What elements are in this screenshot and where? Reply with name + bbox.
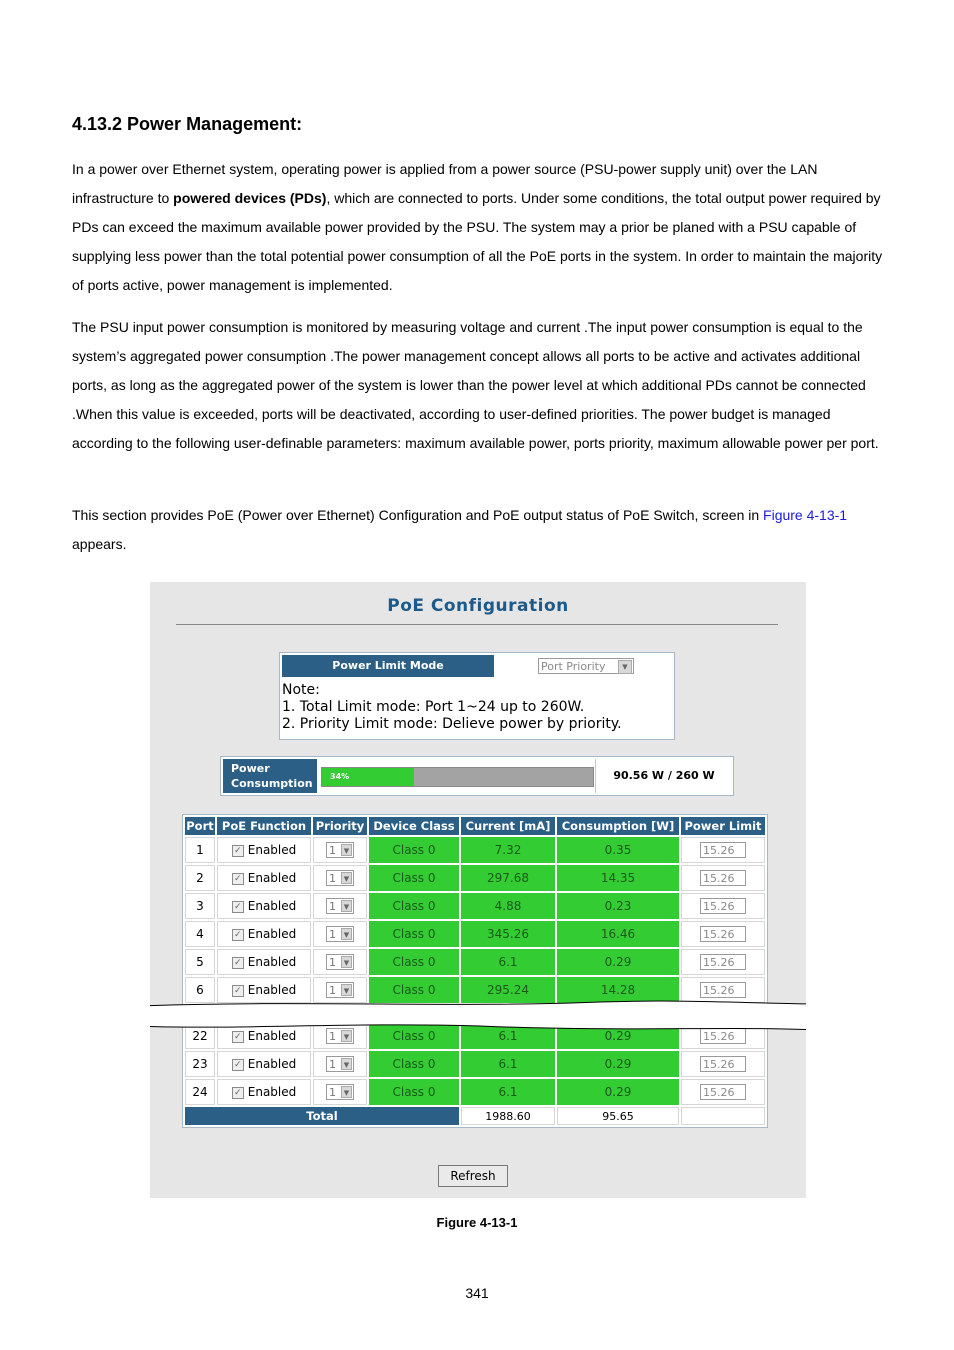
current-value: 7.32 xyxy=(461,837,555,863)
power-mode-note xyxy=(282,682,622,733)
current-value: 6.1 xyxy=(461,1051,555,1077)
priority-value: 1 xyxy=(329,928,336,941)
device-class: Class 0 xyxy=(369,865,459,891)
consumption-value: 0.29 xyxy=(557,1079,679,1105)
port-number: 3 xyxy=(185,893,215,919)
total-consumption: 95.65 xyxy=(557,1107,679,1125)
power-limit-input[interactable]: 15.26 xyxy=(700,870,746,886)
port-number: 5 xyxy=(185,949,215,975)
power-consumption-panel xyxy=(220,756,734,796)
power-limit-mode-select[interactable] xyxy=(538,658,634,674)
current-value: 4.88 xyxy=(461,893,555,919)
device-class: Class 0 xyxy=(369,893,459,919)
priority-select[interactable] xyxy=(326,898,354,914)
poe-function-label: Enabled xyxy=(247,1029,297,1043)
power-consumption-percent: 34% xyxy=(330,772,350,781)
power-limit-input[interactable]: 15.26 xyxy=(700,954,746,970)
table-row xyxy=(185,1051,765,1077)
port-number: 4 xyxy=(185,921,215,947)
port-number: 24 xyxy=(185,1079,215,1105)
power-limit-cell xyxy=(681,921,765,947)
priority-value: 1 xyxy=(329,1058,336,1071)
current-value: 6.1 xyxy=(461,1023,555,1049)
paragraph-intro-text-2: , which are connected to ports. Under some conditions, the total output power required by PDs can exceed the maximum available power provided by the PSU. The system may a prior be planed with a PSU capable of supplying less power than the total potential power consumption of all the PoE ports in the system. In order to maintain the majority of ports active, power management is implemented. xyxy=(72,190,883,293)
column-header-current: Current [mA] xyxy=(461,817,555,835)
paragraph-psu: The PSU input power consumption is monitored by measuring voltage and current .The input power consumption is equal to the system’s aggregated power consumption .The power management concept allows all ports to be active and activates additional ports, as long as the aggregated power of the system is lower than the power level at which additional PDs cannot be connected .When this value is exceeded, ports will be deactivated, according to user-defined priorities. The power budget is managed according to the following user-definable parameters: maximum available power, ports priority, maximum allowable power per port. xyxy=(72,319,879,451)
consumption-value: 0.23 xyxy=(557,893,679,919)
column-header-device-class: Device Class xyxy=(369,817,459,835)
port-number: 2 xyxy=(185,865,215,891)
poe-function-cell xyxy=(217,1051,311,1077)
note-line: 1. Total Limit mode: Port 1~24 up to 260W. xyxy=(282,699,585,715)
port-status-table xyxy=(182,814,768,1128)
power-limit-input[interactable]: 15.26 xyxy=(700,1056,746,1072)
power-limit-input[interactable]: 15.26 xyxy=(700,1028,746,1044)
paragraph-intro-text-1: In a power over Ethernet system, operating power is applied from a power source (PSU-power supply unit) over the LAN infrastructure to xyxy=(72,161,818,206)
power-limit-input[interactable]: 15.26 xyxy=(700,898,746,914)
poe-function-label: Enabled xyxy=(247,899,297,913)
priority-value: 1 xyxy=(329,844,336,857)
current-value: 6.1 xyxy=(461,949,555,975)
figure-caption: Figure 4-13-1 xyxy=(436,1215,518,1230)
priority-cell xyxy=(313,921,367,947)
poe-config-title: PoE Configuration xyxy=(387,596,569,616)
device-class: Class 0 xyxy=(369,949,459,975)
poe-function-cell xyxy=(217,893,311,919)
consumption-value: 0.29 xyxy=(557,949,679,975)
power-limit-input[interactable]: 15.26 xyxy=(700,926,746,942)
paragraph-intro-bold: powered devices (PDs) xyxy=(173,190,327,206)
power-limit-cell xyxy=(681,949,765,975)
column-header-consumption: Consumption [W] xyxy=(557,817,679,835)
column-header-power-limit: Power Limit xyxy=(681,817,765,835)
priority-select[interactable] xyxy=(326,1056,354,1072)
note-line: 2. Priority Limit mode: Delieve power by priority. xyxy=(282,716,622,732)
priority-cell xyxy=(313,865,367,891)
priority-cell xyxy=(313,949,367,975)
column-header-poe-function: PoE Function xyxy=(217,817,311,835)
port-number: 1 xyxy=(185,837,215,863)
priority-cell xyxy=(313,1079,367,1105)
power-consumption-value: 90.56 W / 260 W xyxy=(595,759,732,793)
section-heading: 4.13.2 Power Management: xyxy=(72,114,303,134)
table-break-marker xyxy=(150,996,806,1036)
priority-cell xyxy=(313,1051,367,1077)
consumption-value: 0.29 xyxy=(557,1051,679,1077)
page-number: 341 xyxy=(465,1285,489,1301)
consumption-value: 14.28 xyxy=(557,977,679,1003)
power-limit-cell xyxy=(681,1051,765,1077)
poe-function-label: Enabled xyxy=(247,843,297,857)
table-row xyxy=(185,1079,765,1105)
power-consumption-bar xyxy=(321,767,594,787)
port-number: 6 xyxy=(185,977,215,1003)
chevron-down-icon: ▼ xyxy=(341,956,352,968)
current-value: 345.26 xyxy=(461,921,555,947)
power-limit-cell xyxy=(681,865,765,891)
chevron-down-icon: ▼ xyxy=(341,984,352,996)
table-row xyxy=(185,921,765,947)
checkbox-icon[interactable]: ✓ xyxy=(232,845,244,857)
power-limit-input[interactable]: 15.26 xyxy=(700,1084,746,1100)
total-current: 1988.60 xyxy=(461,1107,555,1125)
power-limit-cell xyxy=(681,1079,765,1105)
poe-function-cell xyxy=(217,921,311,947)
power-consumption-label-line1: Power xyxy=(231,762,270,775)
poe-function-label: Enabled xyxy=(247,955,297,969)
power-limit-mode-label: Power Limit Mode xyxy=(282,655,494,677)
priority-select[interactable] xyxy=(326,1084,354,1100)
figure-link[interactable]: Figure 4-13-1 xyxy=(763,507,848,523)
refresh-button[interactable]: Refresh xyxy=(438,1165,508,1187)
power-consumption-label-line2: Consumption xyxy=(231,777,313,790)
power-limit-mode-value: Port Priority xyxy=(541,660,606,673)
checkbox-icon[interactable]: ✓ xyxy=(232,1087,244,1099)
consumption-value: 0.35 xyxy=(557,837,679,863)
power-consumption-label xyxy=(223,759,317,793)
poe-function-label: Enabled xyxy=(247,927,297,941)
title-divider xyxy=(176,624,778,625)
poe-function-cell xyxy=(217,865,311,891)
chevron-down-icon: ▼ xyxy=(341,872,352,884)
priority-cell xyxy=(313,893,367,919)
table-row xyxy=(185,865,765,891)
poe-function-cell xyxy=(217,837,311,863)
paragraph-section xyxy=(72,501,886,559)
paragraph-intro xyxy=(72,155,886,300)
checkbox-icon[interactable]: ✓ xyxy=(232,985,244,997)
priority-select[interactable] xyxy=(326,842,354,858)
power-limit-cell xyxy=(681,837,765,863)
priority-cell xyxy=(313,837,367,863)
poe-function-label: Enabled xyxy=(247,983,297,997)
total-empty-cell xyxy=(681,1107,765,1125)
priority-select[interactable] xyxy=(326,954,354,970)
power-limit-mode-panel xyxy=(279,652,675,740)
checkbox-icon[interactable]: ✓ xyxy=(232,873,244,885)
device-class: Class 0 xyxy=(369,1051,459,1077)
paragraph-section-text-1: This section provides PoE (Power over Ethernet) Configuration and PoE output status of PoE Switch, screen in xyxy=(72,507,764,523)
priority-value: 1 xyxy=(329,984,336,997)
priority-value: 1 xyxy=(329,1030,336,1043)
device-class: Class 0 xyxy=(369,1079,459,1105)
chevron-down-icon: ▼ xyxy=(618,660,632,674)
current-value: 295.24 xyxy=(461,977,555,1003)
device-class: Class 0 xyxy=(369,977,459,1003)
checkbox-icon[interactable]: ✓ xyxy=(232,929,244,941)
table-header-row xyxy=(185,817,765,835)
chevron-down-icon: ▼ xyxy=(341,900,352,912)
priority-value: 1 xyxy=(329,1086,336,1099)
table-row xyxy=(185,893,765,919)
power-limit-input[interactable]: 15.26 xyxy=(700,842,746,858)
power-limit-cell xyxy=(681,893,765,919)
poe-function-label: Enabled xyxy=(247,1085,297,1099)
total-row xyxy=(185,1107,765,1125)
chevron-down-icon: ▼ xyxy=(341,928,352,940)
checkbox-icon[interactable]: ✓ xyxy=(232,901,244,913)
device-class: Class 0 xyxy=(369,1023,459,1049)
table-row xyxy=(185,837,765,863)
poe-function-label: Enabled xyxy=(247,871,297,885)
checkbox-icon[interactable]: ✓ xyxy=(232,1031,244,1043)
current-value: 6.1 xyxy=(461,1079,555,1105)
total-label: Total xyxy=(185,1107,459,1125)
poe-function-label: Enabled xyxy=(247,1057,297,1071)
consumption-value: 14.35 xyxy=(557,865,679,891)
priority-value: 1 xyxy=(329,872,336,885)
chevron-down-icon: ▼ xyxy=(341,844,352,856)
device-class: Class 0 xyxy=(369,921,459,947)
column-header-priority: Priority xyxy=(313,817,367,835)
priority-select[interactable] xyxy=(326,870,354,886)
port-number: 22 xyxy=(185,1023,215,1049)
poe-function-cell xyxy=(217,1079,311,1105)
power-limit-input[interactable]: 15.26 xyxy=(700,982,746,998)
chevron-down-icon: ▼ xyxy=(341,1030,352,1042)
paragraph-section-text-2: appears. xyxy=(72,536,127,552)
priority-value: 1 xyxy=(329,956,336,969)
checkbox-icon[interactable]: ✓ xyxy=(232,957,244,969)
checkbox-icon[interactable]: ✓ xyxy=(232,1059,244,1071)
priority-select[interactable] xyxy=(326,926,354,942)
chevron-down-icon: ▼ xyxy=(341,1086,352,1098)
port-number: 23 xyxy=(185,1051,215,1077)
table-row xyxy=(185,949,765,975)
poe-configuration-screenshot xyxy=(150,582,806,1198)
poe-function-cell xyxy=(217,949,311,975)
chevron-down-icon: ▼ xyxy=(341,1058,352,1070)
column-header-port: Port xyxy=(186,819,214,833)
priority-value: 1 xyxy=(329,900,336,913)
consumption-value: 16.46 xyxy=(557,921,679,947)
note-line: Note: xyxy=(282,682,320,698)
device-class: Class 0 xyxy=(369,837,459,863)
consumption-value: 0.29 xyxy=(557,1023,679,1049)
current-value: 297.68 xyxy=(461,865,555,891)
